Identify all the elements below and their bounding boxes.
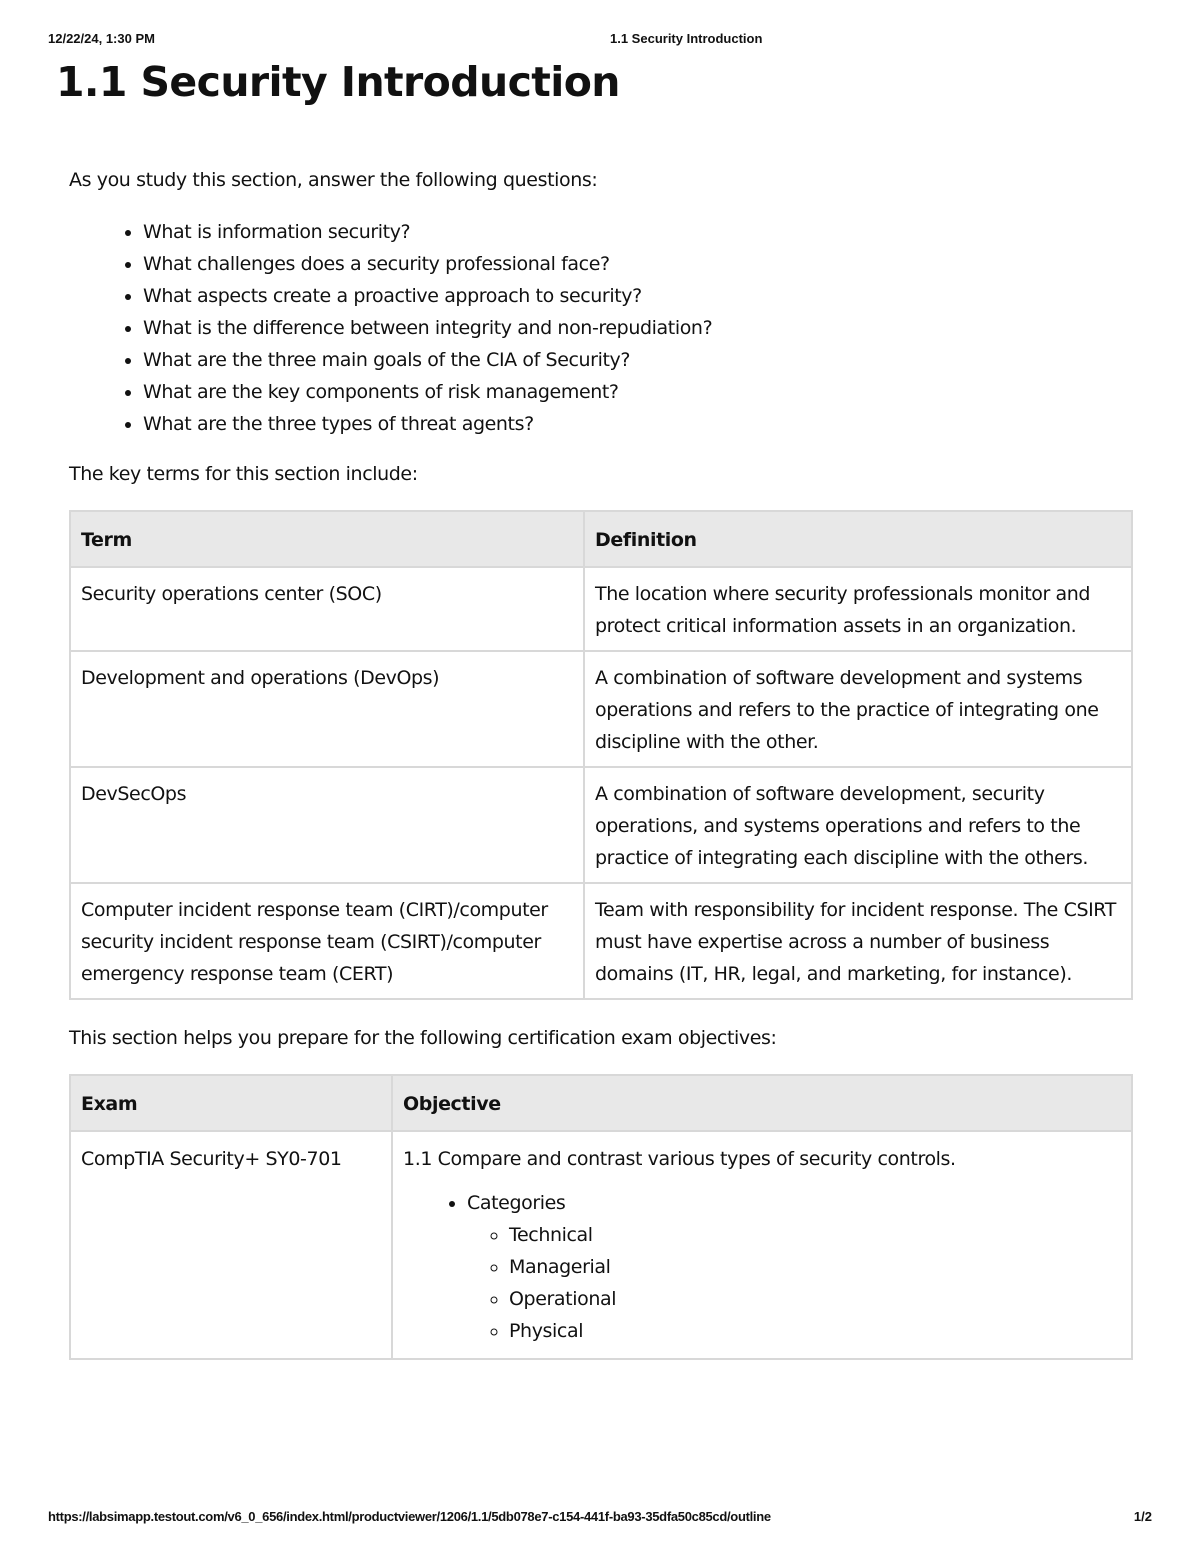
question-item: • What is information security?	[143, 216, 1133, 248]
objective-category-list	[403, 1187, 1121, 1347]
list-item	[467, 1187, 1121, 1347]
exam-objectives-table	[69, 1074, 1133, 1360]
question-item: • What aspects create a proactive approach to security?	[143, 280, 1133, 312]
category-label: Categories	[467, 1192, 566, 1214]
page-title: 1.1 Security Introduction	[56, 58, 620, 106]
table-header-row	[70, 511, 1132, 567]
definition-cell: The location where security professionals monitor and protect critical information assets in an organization.	[584, 567, 1132, 651]
print-footer	[48, 1509, 1152, 1527]
column-header-objective: Objective	[392, 1075, 1132, 1131]
definition-cell: Team with responsibility for incident response. The CSIRT must have expertise across a number of business domains (IT, HR, legal, and marketing, for instance).	[584, 883, 1132, 999]
key-terms-table	[69, 510, 1133, 1000]
print-header	[48, 31, 1152, 49]
table-row	[70, 1131, 1132, 1359]
term-cell: Security operations center (SOC)	[70, 567, 584, 651]
table-row	[70, 651, 1132, 767]
column-header-definition: Definition	[584, 511, 1132, 567]
subcategory-list	[467, 1219, 1121, 1347]
page-number: 1/2	[1133, 1509, 1152, 1524]
question-item: • What challenges does a security professional face?	[143, 248, 1133, 280]
print-doc-title: 1.1 Security Introduction	[610, 31, 763, 46]
list-item: ◦ Managerial	[509, 1251, 1121, 1283]
table-header-row	[70, 1075, 1132, 1131]
list-item: ◦ Technical	[509, 1219, 1121, 1251]
print-url: https://labsimapp.testout.com/v6_0_656/index.html/productviewer/1206/1.1/5db078e7-c154-441f-ba93-35dfa50c85cd/outline	[48, 1509, 771, 1524]
exam-objectives-intro: This section helps you prepare for the following certification exam objectives:	[69, 1027, 777, 1049]
objective-cell	[392, 1131, 1132, 1359]
study-questions-intro: As you study this section, answer the following questions:	[69, 169, 598, 191]
question-item: • What are the three main goals of the CIA of Security?	[143, 344, 1133, 376]
definition-cell: A combination of software development and systems operations and refers to the practice of integrating one discipline with the other.	[584, 651, 1132, 767]
section-content	[69, 166, 1133, 1360]
objective-title: 1.1 Compare and contrast various types of security controls.	[403, 1148, 956, 1170]
table-row	[70, 767, 1132, 883]
list-item: ◦ Operational	[509, 1283, 1121, 1315]
column-header-exam: Exam	[70, 1075, 392, 1131]
print-datetime: 12/22/24, 1:30 PM	[48, 31, 155, 46]
question-item: • What are the key components of risk management?	[143, 376, 1133, 408]
exam-cell: CompTIA Security+ SY0-701	[70, 1131, 392, 1359]
term-cell: Computer incident response team (CIRT)/computer security incident response team (CSIRT)/computer emergency response team (CERT)	[70, 883, 584, 999]
question-item: • What is the difference between integrity and non-repudiation?	[143, 312, 1133, 344]
table-row	[70, 567, 1132, 651]
table-row	[70, 883, 1132, 999]
column-header-term: Term	[70, 511, 584, 567]
key-terms-intro: The key terms for this section include:	[69, 463, 418, 485]
question-item: • What are the three types of threat agents?	[143, 408, 1133, 440]
term-cell: Development and operations (DevOps)	[70, 651, 584, 767]
definition-cell: A combination of software development, security operations, and systems operations and refers to the practice of integrating each discipline with the others.	[584, 767, 1132, 883]
list-item: ◦ Physical	[509, 1315, 1121, 1347]
study-questions-list	[69, 216, 1133, 440]
term-cell: DevSecOps	[70, 767, 584, 883]
